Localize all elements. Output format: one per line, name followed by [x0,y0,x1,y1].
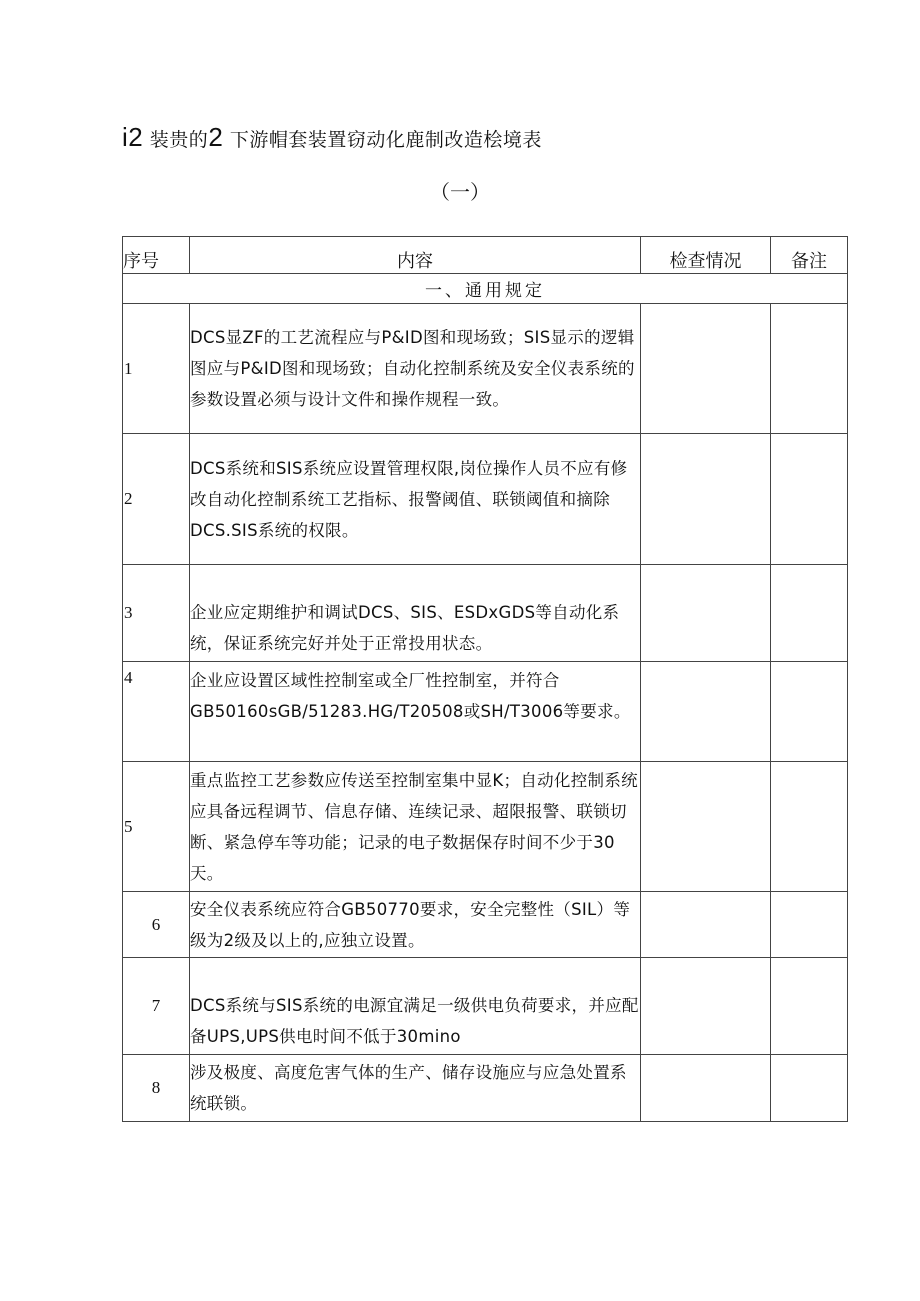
title-prefix: i2 [122,122,144,152]
row-note-cell[interactable] [771,304,848,434]
header-check: 检查情况 [641,237,771,274]
row-note-cell[interactable] [771,662,848,762]
table-header-row [123,237,848,274]
row-note-cell[interactable] [771,565,848,662]
row-seq: 6 [123,892,190,958]
title-num: 2 [208,122,224,152]
row-check-cell[interactable] [641,762,771,892]
table-row [123,1055,848,1122]
document-subtitle: （一） [430,180,490,204]
row-note-cell[interactable] [771,958,848,1055]
table-row [123,662,848,762]
row-content: 企业应定期维护和调试DCS、SIS、ESDxGDS等自动化系统，保证系统完好并处于正常投用状态。 [190,565,641,662]
row-check-cell[interactable] [641,662,771,762]
row-content: 重点监控工艺参数应传送至控制室集中显K；自动化控制系统应具备远程调节、信息存储、连续记录、超限报警、联锁切断、紧急停车等功能；记录的电子数据保存时间不少于30天。 [190,762,641,892]
row-seq: 5 [123,762,190,892]
table-row [123,958,848,1055]
header-content: 内容 [190,237,641,274]
row-content: 涉及极度、高度危害气体的生产、储存设施应与应急处置系统联锁。 [190,1055,641,1122]
row-check-cell[interactable] [641,434,771,565]
row-content: DCS系统和SIS系统应设置管理权限,岗位操作人员不应有修改自动化控制系统工艺指标、报警阈值、联锁阈值和摘除DCS.SIS系统的权限。 [190,434,641,565]
row-content: DCS显ZF的工艺流程应与P&ID图和现场致；SIS显示的逻辑图应与P&ID图和现场致；自动化控制系统及安全仪表系统的参数设置必须与设计文件和操作规程一致。 [190,304,641,434]
section-title: 一、通用规定 [123,274,848,304]
row-note-cell[interactable] [771,762,848,892]
row-content: 安全仪表系统应符合GB50770要求，安全完整性（SIL）等级为2级及以上的,应独立设置。 [190,892,641,958]
row-seq: 2 [123,434,190,565]
row-check-cell[interactable] [641,1055,771,1122]
table-row [123,565,848,662]
title-rest: 下游帽套装置窃动化鹿制改造桧境表 [229,129,542,151]
row-check-cell[interactable] [641,958,771,1055]
document-title [122,122,542,153]
row-note-cell[interactable] [771,1055,848,1122]
row-seq: 3 [123,565,190,662]
row-check-cell[interactable] [641,565,771,662]
title-mid: 装贵的 [149,129,209,151]
row-seq: 7 [123,958,190,1055]
table-row [123,434,848,565]
header-note: 备注 [771,237,848,274]
row-seq: 8 [123,1055,190,1122]
table-row [123,762,848,892]
table-row [123,892,848,958]
table-row [123,304,848,434]
inspection-table [122,236,848,1122]
row-seq: 1 [123,304,190,434]
header-seq: 序号 [123,237,190,274]
row-content: DCS系统与SIS系统的电源宜满足一级供电负荷要求，并应配备UPS,UPS供电时间不低于30mino [190,958,641,1055]
row-check-cell[interactable] [641,892,771,958]
row-note-cell[interactable] [771,434,848,565]
section-row [123,274,848,304]
row-check-cell[interactable] [641,304,771,434]
row-note-cell[interactable] [771,892,848,958]
row-seq: 4 [123,662,190,762]
row-content: 企业应设置区域性控制室或全厂性控制室，并符合GB50160sGB/51283.HG/T20508或SH/T3006等要求。 [190,662,641,762]
